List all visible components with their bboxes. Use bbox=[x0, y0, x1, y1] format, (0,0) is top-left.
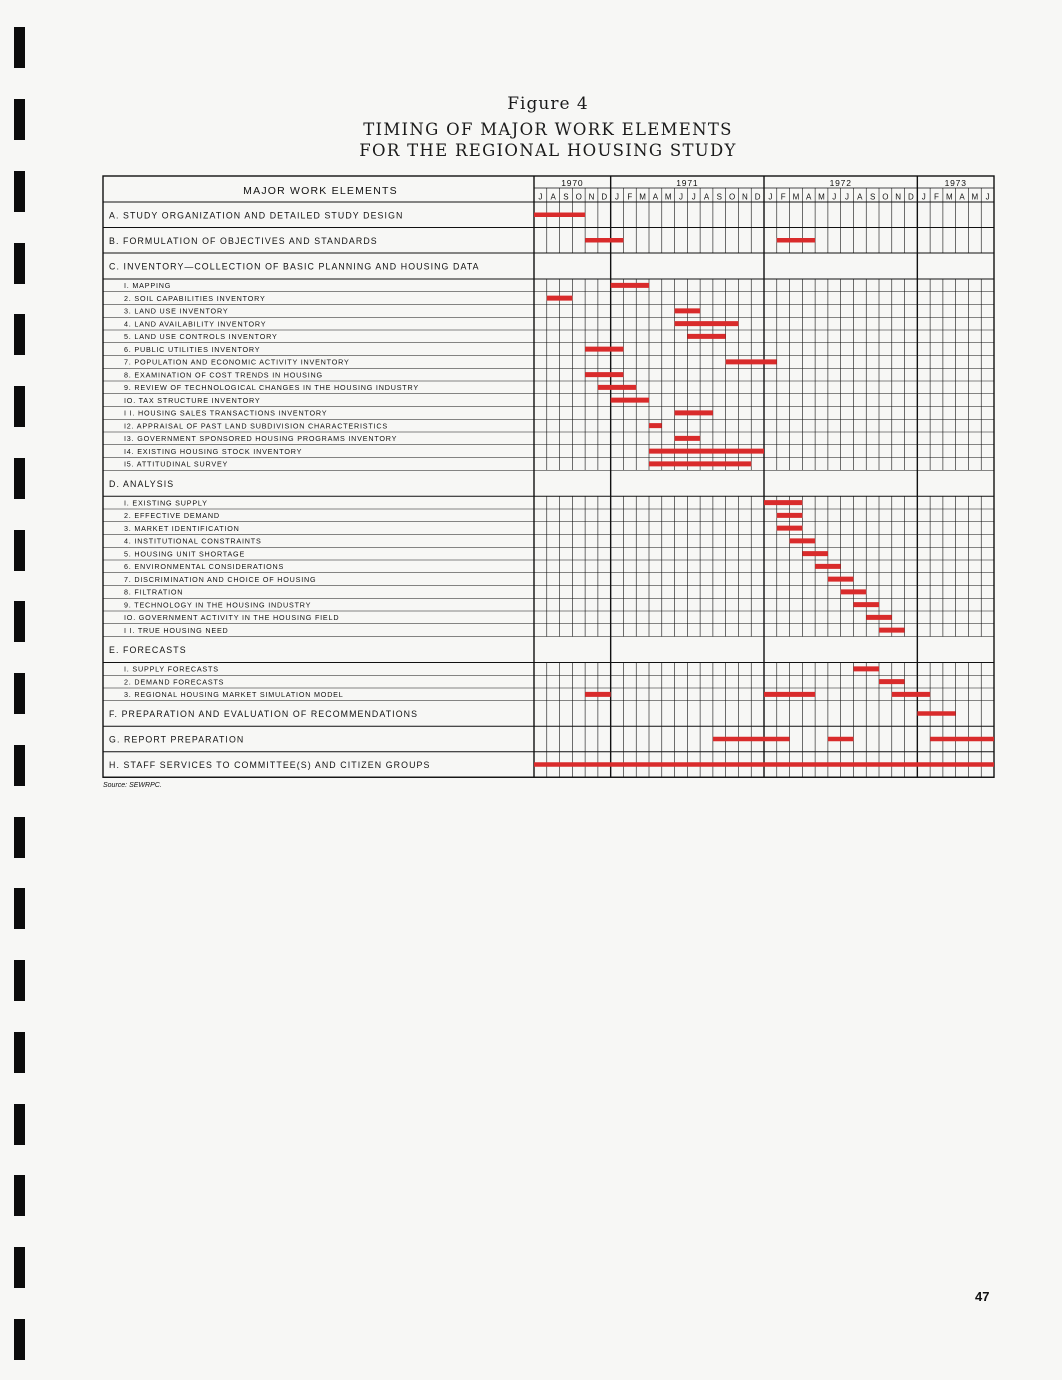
month-label: A bbox=[806, 192, 812, 202]
month-label: M bbox=[639, 192, 646, 202]
sub-task-label: I. SUPPLY FORECASTS bbox=[124, 664, 219, 674]
month-label: J bbox=[921, 192, 926, 202]
major-task-label: B. FORMULATION OF OBJECTIVES AND STANDARDS bbox=[109, 235, 378, 246]
month-label: A bbox=[857, 192, 863, 202]
timeline-bar bbox=[649, 449, 764, 454]
timeline-bar bbox=[802, 551, 828, 556]
column-header: MAJOR WORK ELEMENTS bbox=[243, 185, 398, 197]
month-label: A bbox=[703, 192, 710, 202]
sub-task-label: 2. EFFECTIVE DEMAND bbox=[124, 511, 220, 521]
sub-task-label: I I. TRUE HOUSING NEED bbox=[124, 625, 229, 635]
sub-task-label: 5. HOUSING UNIT SHORTAGE bbox=[124, 549, 246, 559]
month-label: M bbox=[971, 192, 979, 202]
timeline-bar bbox=[853, 666, 879, 671]
month-label: F bbox=[780, 192, 786, 202]
source-note: Source: SEWRPC. bbox=[103, 782, 162, 789]
month-label: A bbox=[550, 192, 556, 202]
timeline-bar bbox=[534, 762, 994, 767]
figure-title-line1: TIMING OF MAJOR WORK ELEMENTS bbox=[363, 120, 733, 139]
month-label: A bbox=[959, 192, 965, 202]
major-task-label: H. STAFF SERVICES TO COMMITTEE(S) AND CITIZEN GROUPS bbox=[109, 760, 431, 770]
sub-task-label: IO. TAX STRUCTURE INVENTORY bbox=[124, 395, 261, 405]
month-label: S bbox=[869, 192, 876, 202]
month-label: M bbox=[945, 192, 953, 202]
month-label: O bbox=[575, 192, 582, 202]
timeline-bar bbox=[917, 711, 955, 716]
timeline-bar bbox=[585, 692, 611, 697]
month-label: M bbox=[792, 192, 800, 202]
timeline-bar bbox=[879, 628, 905, 633]
sub-task-label: 6. PUBLIC UTILITIES INVENTORY bbox=[124, 344, 261, 354]
month-label: J bbox=[678, 192, 683, 202]
timeline-bar bbox=[598, 385, 636, 390]
binder-punch-mark bbox=[14, 1104, 25, 1145]
timeline-bar bbox=[547, 296, 573, 301]
sub-task-label: I3. GOVERNMENT SPONSORED HOUSING PROGRAMS INVENTORY bbox=[124, 434, 398, 444]
sub-task-label: 6. ENVIRONMENTAL CONSIDERATIONS bbox=[124, 562, 285, 572]
timeline-bar bbox=[815, 564, 841, 569]
timeline-bar bbox=[675, 321, 739, 326]
sub-task-label: 4. LAND AVAILABILITY INVENTORY bbox=[124, 319, 267, 329]
sub-task-label: I4. EXISTING HOUSING STOCK INVENTORY bbox=[124, 446, 303, 456]
binder-punch-mark bbox=[14, 1319, 25, 1360]
timeline-bar bbox=[866, 615, 892, 620]
sub-task-label: I I. HOUSING SALES TRANSACTIONS INVENTORY bbox=[124, 408, 328, 418]
binder-punch-mark bbox=[14, 817, 25, 858]
figure-title-line2: FOR THE REGIONAL HOUSING STUDY bbox=[359, 141, 737, 160]
timeline-bar bbox=[892, 692, 930, 697]
month-label: M bbox=[664, 192, 672, 202]
sub-task-label: IO. GOVERNMENT ACTIVITY IN THE HOUSING FIELD bbox=[124, 613, 340, 623]
timeline-bar bbox=[841, 589, 867, 594]
month-label: J bbox=[985, 192, 990, 202]
timeline-bar bbox=[777, 238, 815, 243]
timeline-bar bbox=[930, 737, 994, 742]
month-label: F bbox=[934, 192, 939, 202]
sub-task-label: 9. TECHNOLOGY IN THE HOUSING INDUSTRY bbox=[124, 600, 312, 610]
major-task-label: G. REPORT PREPARATION bbox=[109, 734, 245, 745]
timeline-bar bbox=[777, 526, 803, 531]
timeline-bar bbox=[675, 436, 701, 441]
month-label: O bbox=[728, 192, 736, 202]
sub-task-label: 2. DEMAND FORECASTS bbox=[124, 677, 225, 687]
year-label: 1973 bbox=[944, 178, 967, 188]
figure-number: Figure 4 bbox=[507, 94, 589, 114]
timeline-bar bbox=[764, 692, 815, 697]
timeline-bar bbox=[585, 238, 623, 243]
major-task-label: A. STUDY ORGANIZATION AND DETAILED STUDY DESIGN bbox=[109, 210, 404, 221]
timeline-bar bbox=[585, 347, 623, 352]
month-label: D bbox=[908, 192, 914, 202]
month-label: A bbox=[652, 192, 659, 202]
sub-task-label: I. EXISTING SUPPLY bbox=[124, 498, 208, 508]
month-label: D bbox=[754, 192, 761, 202]
month-label: N bbox=[588, 192, 595, 202]
month-label: J bbox=[845, 192, 850, 202]
sub-task-label: I5. ATTITUDINAL SURVEY bbox=[124, 459, 229, 469]
timeline-bar bbox=[675, 410, 713, 415]
month-label: N bbox=[895, 192, 902, 202]
binder-punch-mark bbox=[14, 1175, 25, 1216]
binder-punch-mark bbox=[14, 960, 25, 1001]
page-number: 47 bbox=[975, 1289, 990, 1304]
sub-task-label: 5. LAND USE CONTROLS INVENTORY bbox=[124, 332, 278, 342]
timeline-bar bbox=[611, 283, 649, 288]
timeline-bar bbox=[790, 538, 816, 543]
timeline-bar bbox=[777, 513, 803, 518]
month-label: O bbox=[882, 192, 889, 202]
month-label: D bbox=[601, 192, 608, 202]
year-label: 1972 bbox=[829, 178, 852, 188]
month-label: J bbox=[832, 192, 837, 202]
month-label: J bbox=[691, 192, 696, 202]
month-label: S bbox=[563, 192, 569, 202]
sub-task-label: I. MAPPING bbox=[124, 281, 172, 291]
binder-punch-mark bbox=[14, 888, 25, 929]
year-label: 1971 bbox=[676, 178, 699, 188]
timeline-bar bbox=[879, 679, 905, 684]
timeline-bar bbox=[713, 737, 790, 742]
sub-task-label: 2. SOIL CAPABILITIES INVENTORY bbox=[124, 293, 266, 303]
section-label: D. ANALYSIS bbox=[109, 478, 175, 489]
timeline-bar bbox=[764, 500, 802, 505]
section-label: E. FORECASTS bbox=[109, 645, 187, 655]
section-label: C. INVENTORY—COLLECTION OF BASIC PLANNING AND HOUSING DATA bbox=[109, 261, 480, 272]
timeline-bar bbox=[828, 577, 854, 582]
sub-task-label: 3. MARKET IDENTIFICATION bbox=[124, 523, 240, 533]
month-label: S bbox=[716, 192, 722, 202]
sub-task-label: 8. FILTRATION bbox=[124, 587, 184, 597]
month-label: J bbox=[615, 192, 620, 202]
sub-task-label: 7. POPULATION AND ECONOMIC ACTIVITY INVENTORY bbox=[124, 357, 350, 367]
major-task-label: F. PREPARATION AND EVALUATION OF RECOMMENDATIONS bbox=[109, 709, 419, 719]
timeline-bar bbox=[828, 737, 854, 742]
month-label: N bbox=[741, 192, 748, 202]
sub-task-label: 7. DISCRIMINATION AND CHOICE OF HOUSING bbox=[124, 574, 317, 584]
sub-task-label: 4. INSTITUTIONAL CONSTRAINTS bbox=[124, 536, 262, 546]
month-label: J bbox=[538, 192, 543, 202]
binder-punch-mark bbox=[14, 1247, 25, 1288]
sub-task-label: 3. REGIONAL HOUSING MARKET SIMULATION MODEL bbox=[124, 690, 344, 700]
timeline-bar bbox=[853, 602, 879, 607]
month-label: F bbox=[627, 192, 633, 202]
timeline-bar bbox=[649, 423, 662, 428]
year-label: 1970 bbox=[561, 178, 584, 188]
month-label: J bbox=[768, 192, 773, 202]
timeline-bar bbox=[585, 372, 623, 377]
sub-task-label: 9. REVIEW OF TECHNOLOGICAL CHANGES IN THE HOUSING INDUSTRY bbox=[124, 383, 419, 393]
sub-task-label: 3. LAND USE INVENTORY bbox=[124, 306, 229, 316]
timeline-bar bbox=[534, 213, 585, 218]
timeline-bar bbox=[687, 334, 725, 339]
timeline-bar bbox=[649, 461, 751, 466]
binder-punch-mark bbox=[14, 1032, 25, 1073]
sub-task-label: 8. EXAMINATION OF COST TRENDS IN HOUSING bbox=[124, 370, 323, 380]
timeline-bar bbox=[726, 359, 777, 364]
timeline-bar bbox=[675, 308, 701, 313]
month-label: M bbox=[818, 192, 825, 202]
timeline-bar bbox=[611, 398, 649, 403]
sub-task-label: I2. APPRAISAL OF PAST LAND SUBDIVISION CHARACTERISTICS bbox=[124, 421, 388, 431]
